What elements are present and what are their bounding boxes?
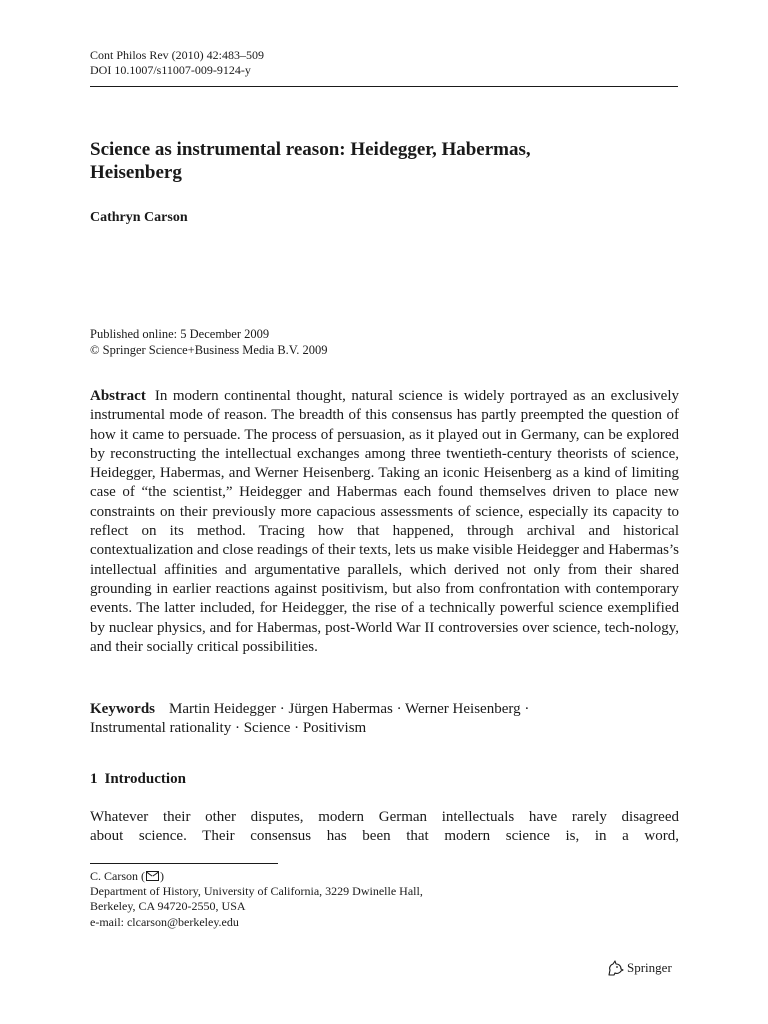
footnote-email: e-mail: clcarson@berkeley.edu [90, 914, 239, 929]
keywords-label: Keywords [90, 701, 155, 717]
footnote-author: C. Carson ( [90, 869, 145, 883]
title-line-2: Heisenberg [90, 162, 182, 183]
keywords [90, 700, 679, 739]
intro-line-1: Whatever their other disputes, modern German intellectuals have rarely disagreed [90, 809, 679, 825]
intro-paragraph [90, 808, 679, 847]
intro-line-2: about science. Their consensus has been that modern science is, in a word, [90, 828, 679, 845]
footnote-city: Berkeley, CA 94720-2550, USA [90, 899, 246, 914]
footnote-rule [90, 863, 278, 864]
author-footnote [90, 869, 423, 930]
publisher-name: Springer [627, 960, 672, 975]
title-line-1: Science as instrumental reason: Heidegger, Habermas, [90, 139, 531, 160]
footnote-author-close: ) [160, 869, 164, 883]
springer-horse-icon [606, 960, 624, 976]
copyright-line: © Springer Science+Business Media B.V. 2009 [90, 342, 328, 357]
envelope-icon [146, 871, 159, 881]
abstract [90, 387, 679, 657]
journal-citation: Cont Philos Rev (2010) 42:483–509 [90, 48, 265, 62]
section-title: Introduction [104, 771, 186, 787]
published-date: Published online: 5 December 2009 [90, 327, 270, 341]
keywords-line-1: Martin Heidegger · Jürgen Habermas · Werner Heisenberg · [169, 701, 530, 717]
keywords-line-2: Instrumental rationality · Science · Positivism [90, 720, 367, 737]
publication-info [90, 327, 327, 358]
journal-header [90, 48, 678, 78]
footnote-department: Department of History, University of California, 3229 Dwinelle Hall, [90, 884, 423, 899]
publisher-logo [606, 960, 672, 976]
doi: DOI 10.1007/s11007-009-9124-y [90, 63, 251, 77]
header-rule [90, 86, 678, 87]
section-heading [90, 771, 186, 788]
abstract-text: In modern continental thought, natural science is widely portrayed as an exclusively instrumental mode of reason. The breadth of this consensus has partly preempted the question of how it came to persuade. The process of persuasion, as it played out in Germany, can be explored by reconstructing the intellectual exchanges among three twentieth-century theorists of science, Heidegger, Habermas, and Werner Heisenberg. Taking an iconic Heisenberg as a kind of limiting case of “the scientist,” Heidegger and Habermas each found themselves driven to place new constraints on their previously more capacious assessments of science, especially its capacity to reflect on its method. Tracing how that happened, through archival and historical contextualization and close readings of their texts, lets us make visible Heidegger and Habermas’s intellectual affinities and argumentative parallels, which derived not only from their shared grounding in earlier reactions against positivism, but also from confrontation with contemporary events. The latter included, for Heidegger, the rise of a technically powerful science exemplified by nuclear physics, and for Habermas, post-World War II controversies over science, tech-nology, and their socially critical possibilities. [90, 388, 679, 655]
paper-title [90, 138, 678, 184]
abstract-label: Abstract [90, 388, 146, 404]
section-number: 1 [90, 771, 98, 787]
author-name: Cathryn Carson [90, 210, 188, 225]
